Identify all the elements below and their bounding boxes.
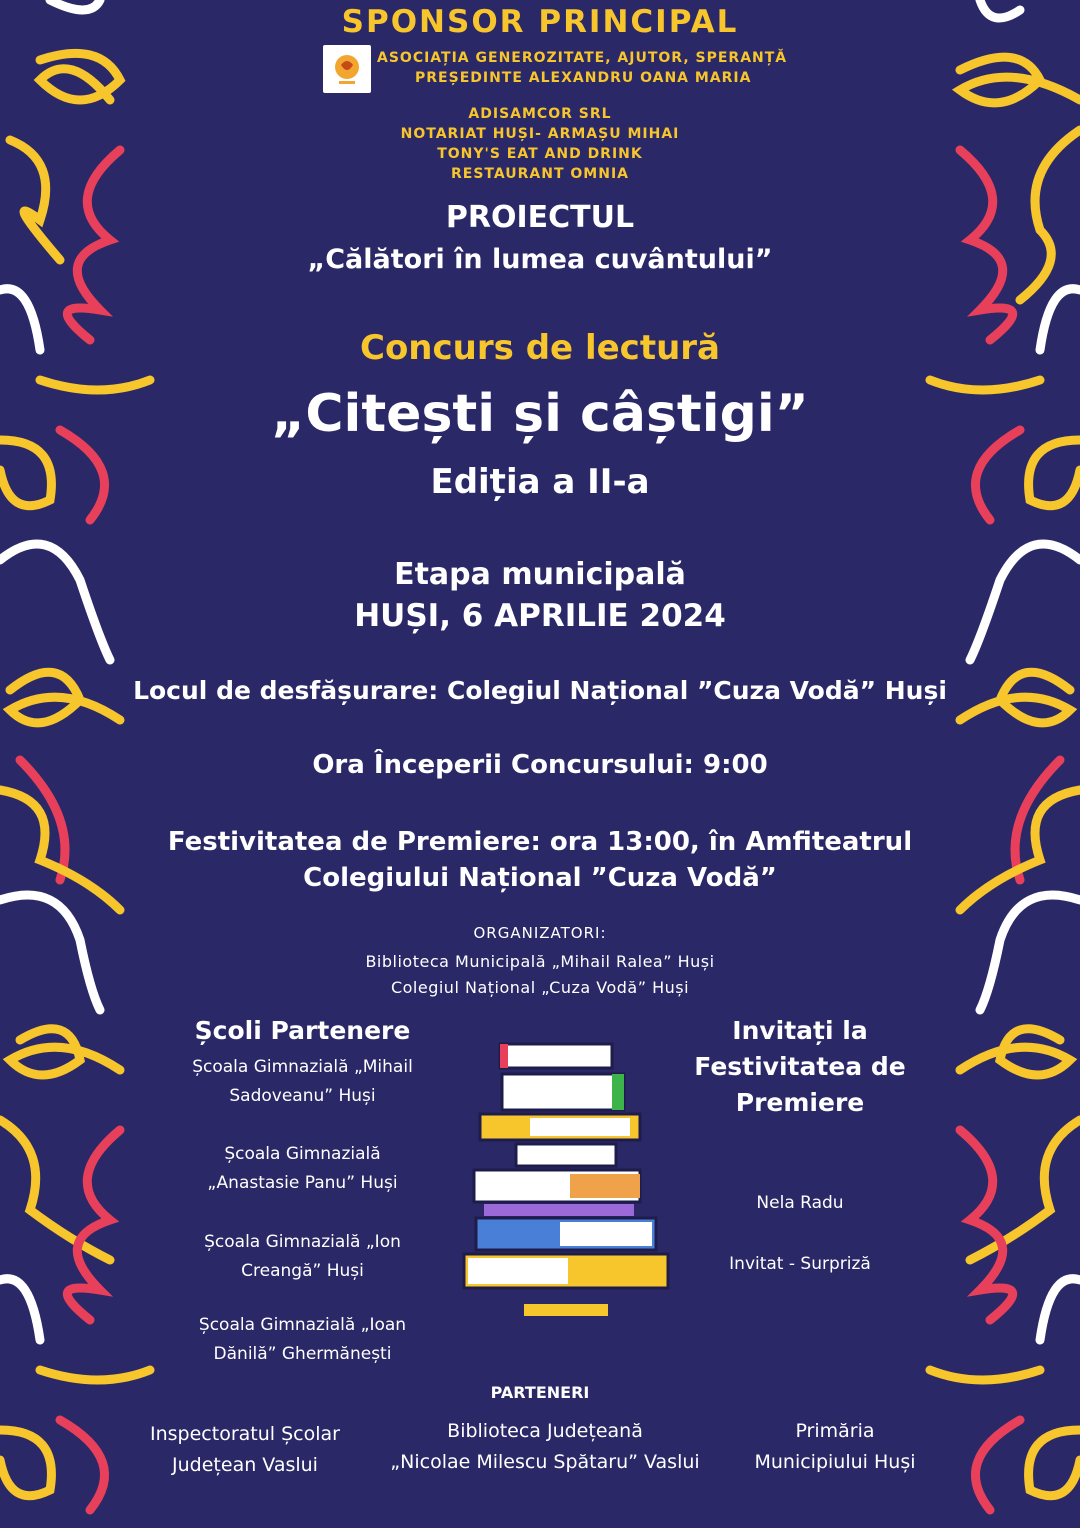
partner-item [730, 1416, 940, 1478]
partner-school-item [165, 1311, 440, 1369]
partner-school-line: Școala Gimnazială „Mihail [192, 1057, 413, 1077]
sponsor-item: TONY'S EAT AND DRINK [437, 146, 643, 162]
partner-item [130, 1419, 360, 1481]
organizers-title: ORGANIZATORI: [473, 924, 607, 942]
ceremony-line: Festivitatea de Premiere: ora 13:00, în Amfiteatrul [167, 827, 913, 857]
contest-venue: Locul de desfășurare: Colegiul Național ”Cuza Vodă” Huși [133, 676, 947, 705]
partner-school-line: Creangă” Huși [241, 1261, 364, 1281]
partner-line: Inspectoratul Școlar [150, 1423, 340, 1445]
partner-line: Primăria [795, 1420, 875, 1442]
sponsor-association: ASOCIAȚIA GENEROZITATE, AJUTOR, SPERANȚĂ [377, 50, 788, 66]
partner-schools-column [175, 1013, 430, 1049]
sponsor-item: RESTAURANT OMNIA [450, 166, 629, 182]
sponsor-item: ADISAMCOR SRL [468, 106, 612, 122]
partner-line: Municipiului Huși [754, 1451, 916, 1473]
partner-school-item [165, 1140, 440, 1198]
logo-icon [323, 45, 371, 93]
partner-school-line: Sadoveanu” Huși [229, 1086, 376, 1106]
partner-school-item [165, 1053, 440, 1111]
partner-school-line: „Anastasie Panu” Huși [207, 1173, 398, 1193]
ceremony-info [0, 824, 1080, 896]
guests-title-line: Invitați la [732, 1016, 868, 1045]
contest-start-time: Ora Începerii Concursului: 9:00 [312, 750, 768, 780]
partner-school-line: Școala Gimnazială „Ioan [198, 1315, 407, 1335]
sponsor-title: SPONSOR PRINCIPAL [341, 4, 739, 40]
guest-item: Invitat - Surpriză [729, 1254, 871, 1274]
contest-type: Concurs de lectură [360, 328, 720, 368]
partner-school-item [165, 1228, 440, 1286]
partner-school-line: Dănilă” Ghermănești [213, 1344, 392, 1364]
partner-line: Județean Vaslui [172, 1454, 318, 1476]
contest-name: „Citești și câștigi” [271, 384, 809, 444]
partner-school-line: Școala Gimnazială „Ion [204, 1232, 401, 1252]
sponsor-president: PREȘEDINTE ALEXANDRU OANA MARIA [415, 70, 752, 86]
contest-date: HUȘI, 6 APRILIE 2024 [354, 598, 726, 634]
contest-edition: Ediția a II-a [430, 462, 650, 502]
project-name: „Călători în lumea cuvântului” [307, 244, 773, 275]
guests-title-line: Festivitatea de [694, 1052, 906, 1081]
partners-title: PARTENERI [490, 1383, 590, 1402]
partner-schools-title: Școli Partenere [194, 1016, 411, 1045]
ceremony-line: Colegiului Național ”Cuza Vodă” [303, 863, 777, 893]
partner-item [380, 1416, 710, 1478]
organizer-item: Biblioteca Municipală „Mihail Ralea” Huși [365, 952, 715, 971]
partner-school-line: Școala Gimnazială [224, 1144, 381, 1164]
partner-line: Biblioteca Județeană [447, 1420, 643, 1442]
contest-stage: Etapa municipală [394, 557, 686, 592]
project-label: PROIECTUL [445, 200, 635, 235]
partner-line: „Nicolae Milescu Spătaru” Vaslui [390, 1451, 700, 1473]
sponsor-item: NOTARIAT HUȘI- ARMAȘU MIHAI [400, 126, 680, 142]
guest-item: Nela Radu [756, 1193, 844, 1213]
guests-title [680, 1013, 920, 1121]
guests-title-line: Premiere [735, 1088, 865, 1117]
book-stack-icon [460, 1040, 675, 1322]
organizer-item: Colegiul Național „Cuza Vodă” Huși [390, 978, 690, 997]
